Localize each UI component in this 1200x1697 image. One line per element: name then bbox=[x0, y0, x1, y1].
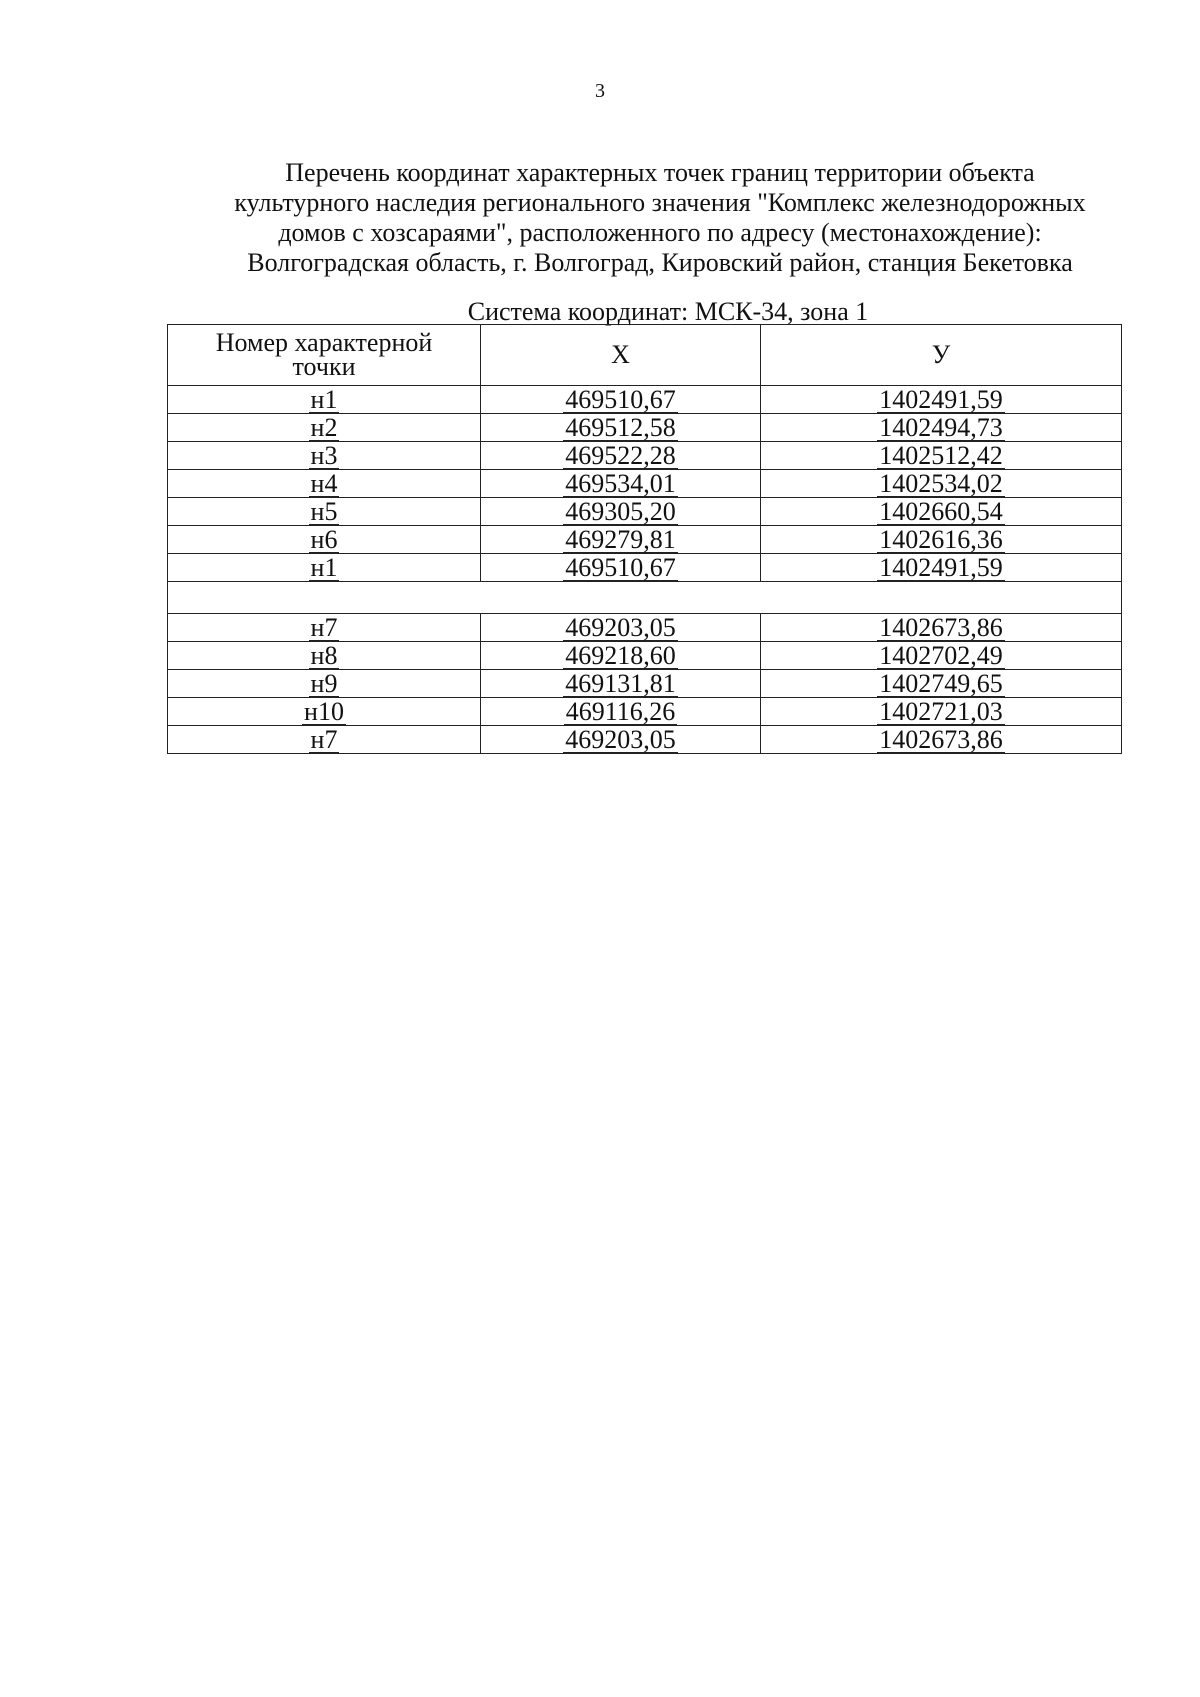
table-row bbox=[168, 642, 1122, 670]
table-row bbox=[168, 614, 1122, 642]
cell-y bbox=[761, 614, 1122, 642]
cell-x bbox=[481, 642, 761, 670]
header-y: У bbox=[761, 325, 1122, 386]
cell-x bbox=[481, 386, 761, 414]
cell-x bbox=[481, 698, 761, 726]
table-row bbox=[168, 414, 1122, 442]
table-row bbox=[168, 470, 1122, 498]
table-separator-row bbox=[168, 582, 1122, 614]
header-x: Х bbox=[481, 325, 761, 386]
cell-x bbox=[481, 526, 761, 554]
table-row bbox=[168, 386, 1122, 414]
cell-y bbox=[761, 442, 1122, 470]
cell-point-value: н5 bbox=[310, 497, 338, 526]
cell-x-value: 469218,60 bbox=[565, 641, 676, 670]
cell-point-value: н1 bbox=[310, 385, 338, 414]
cell-point-value: н1 bbox=[310, 553, 338, 582]
cell-point-value: н9 bbox=[310, 669, 338, 698]
coordinate-system-label: Система координат: МСК-34, зона 1 bbox=[467, 297, 869, 326]
cell-x bbox=[481, 442, 761, 470]
cell-y-value: 1402660,54 bbox=[879, 497, 1003, 526]
cell-point-value: н7 bbox=[310, 725, 338, 754]
table-row bbox=[168, 726, 1122, 754]
cell-point bbox=[168, 526, 481, 554]
cell-x-value: 469522,28 bbox=[565, 441, 676, 470]
title-line-4: Волгоградская область, г. Волгоград, Кировский район, станция Бекетовка bbox=[247, 248, 1073, 277]
separator-cell bbox=[168, 582, 1122, 614]
cell-point-value: н2 bbox=[310, 413, 338, 442]
cell-x-value: 469510,67 bbox=[565, 553, 676, 582]
cell-point bbox=[168, 442, 481, 470]
cell-y bbox=[761, 554, 1122, 582]
title-line-1: Перечень координат характерных точек границ территории объекта bbox=[285, 158, 1035, 187]
cell-y-value: 1402494,73 bbox=[879, 413, 1003, 442]
table-row bbox=[168, 442, 1122, 470]
cell-point bbox=[168, 642, 481, 670]
cell-y bbox=[761, 670, 1122, 698]
table-row bbox=[168, 698, 1122, 726]
cell-x bbox=[481, 470, 761, 498]
cell-x-value: 469203,05 bbox=[565, 725, 676, 754]
cell-x bbox=[481, 614, 761, 642]
cell-y bbox=[761, 498, 1122, 526]
cell-point bbox=[168, 698, 481, 726]
header-point-number bbox=[168, 325, 481, 386]
title-line-3: домов с хозсараями", расположенного по адресу (местонахождение): bbox=[278, 218, 1042, 247]
header-point-line1: Номер характерной bbox=[215, 328, 433, 357]
coordinates-table bbox=[167, 324, 1122, 754]
cell-x bbox=[481, 414, 761, 442]
cell-y-value: 1402491,59 bbox=[879, 385, 1003, 414]
cell-y-value: 1402512,42 bbox=[879, 441, 1003, 470]
cell-point-value: н7 bbox=[310, 613, 338, 642]
cell-point-value: н6 bbox=[310, 525, 338, 554]
cell-x-value: 469131,81 bbox=[565, 669, 676, 698]
cell-x-value: 469305,20 bbox=[565, 497, 676, 526]
header-point-line2: точки bbox=[292, 352, 356, 381]
table-body bbox=[168, 386, 1122, 754]
table-header-row bbox=[168, 325, 1122, 386]
cell-point bbox=[168, 470, 481, 498]
cell-point bbox=[168, 726, 481, 754]
title-line-2: культурного наследия регионального значения "Комплекс железнодорожных bbox=[234, 188, 1086, 217]
cell-point bbox=[168, 386, 481, 414]
cell-y-value: 1402721,03 bbox=[879, 697, 1003, 726]
cell-x-value: 469534,01 bbox=[565, 469, 676, 498]
cell-x bbox=[481, 554, 761, 582]
page-number: 3 bbox=[595, 80, 605, 102]
cell-point bbox=[168, 614, 481, 642]
cell-y-value: 1402534,02 bbox=[879, 469, 1003, 498]
cell-point-value: н4 bbox=[310, 469, 338, 498]
cell-y bbox=[761, 526, 1122, 554]
cell-point bbox=[168, 498, 481, 526]
cell-point-value: н10 bbox=[304, 697, 344, 726]
table-row bbox=[168, 554, 1122, 582]
table-row bbox=[168, 670, 1122, 698]
cell-point-value: н3 bbox=[310, 441, 338, 470]
table-row bbox=[168, 498, 1122, 526]
cell-point-value: н8 bbox=[310, 641, 338, 670]
cell-point bbox=[168, 414, 481, 442]
cell-x bbox=[481, 498, 761, 526]
cell-y bbox=[761, 642, 1122, 670]
cell-y bbox=[761, 386, 1122, 414]
cell-y bbox=[761, 414, 1122, 442]
cell-point bbox=[168, 670, 481, 698]
cell-x-value: 469116,26 bbox=[565, 697, 676, 726]
cell-y bbox=[761, 698, 1122, 726]
cell-x-value: 469279,81 bbox=[565, 525, 676, 554]
cell-y bbox=[761, 470, 1122, 498]
cell-x-value: 469203,05 bbox=[565, 613, 676, 642]
cell-x bbox=[481, 670, 761, 698]
cell-y-value: 1402491,59 bbox=[879, 553, 1003, 582]
cell-point bbox=[168, 554, 481, 582]
cell-y bbox=[761, 726, 1122, 754]
cell-y-value: 1402616,36 bbox=[879, 525, 1003, 554]
cell-x-value: 469510,67 bbox=[565, 385, 676, 414]
cell-y-value: 1402673,86 bbox=[879, 725, 1003, 754]
cell-y-value: 1402702,49 bbox=[879, 641, 1003, 670]
cell-x-value: 469512,58 bbox=[565, 413, 676, 442]
document-title bbox=[170, 158, 1150, 278]
cell-y-value: 1402749,65 bbox=[879, 669, 1003, 698]
cell-x bbox=[481, 726, 761, 754]
cell-y-value: 1402673,86 bbox=[879, 613, 1003, 642]
table-row bbox=[168, 526, 1122, 554]
